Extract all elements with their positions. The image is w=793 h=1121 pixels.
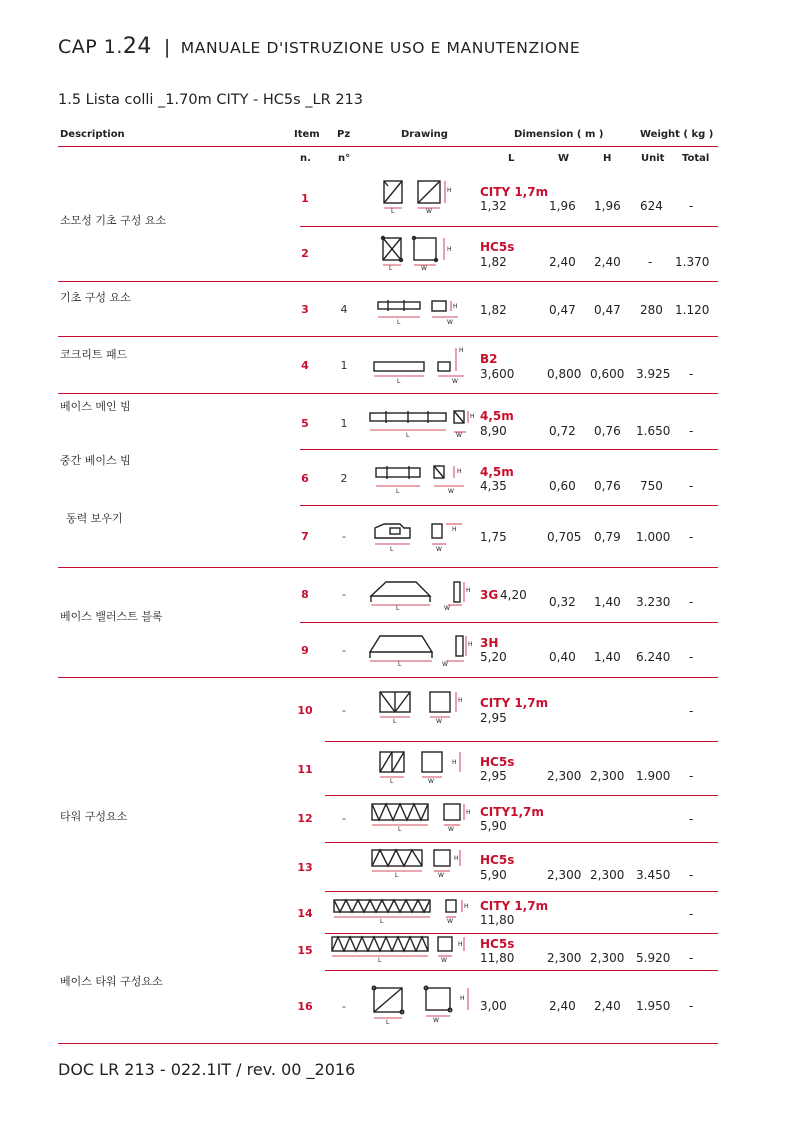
- svg-text:H: H: [470, 413, 475, 420]
- dim-l: 3,600: [480, 367, 515, 381]
- row-rule: [58, 281, 718, 282]
- weight-total: -: [689, 999, 694, 1013]
- row-label: 4,5m: [480, 465, 514, 479]
- dim-h: 2,40: [594, 999, 621, 1013]
- dim-w: 0,40: [549, 650, 576, 664]
- pieces-count: -: [342, 588, 346, 601]
- weight-unit: -: [648, 255, 653, 269]
- dim-h: 1,40: [594, 595, 621, 609]
- sub-pz: n°: [338, 153, 351, 164]
- row-rule: [300, 505, 718, 506]
- svg-text:W: W: [444, 605, 450, 612]
- pieces-count: -: [342, 644, 346, 657]
- dim-l: 1,32: [480, 199, 507, 213]
- svg-text:H: H: [464, 903, 469, 910]
- dim-l: 5,90: [480, 819, 507, 833]
- col-weight: Weight ( kg ): [640, 129, 714, 140]
- svg-text:H: H: [468, 641, 473, 648]
- item-number: 2: [301, 247, 309, 260]
- manual-title: MANUALE D'ISTRUZIONE USO E MANUTENZIONE: [180, 39, 581, 57]
- weight-unit: 280: [640, 303, 663, 317]
- svg-text:L: L: [398, 826, 402, 833]
- sub-w: W: [558, 153, 570, 164]
- svg-text:L: L: [398, 661, 402, 668]
- row-1-drawing: [378, 178, 463, 216]
- item-number: 7: [301, 530, 309, 543]
- svg-text:H: H: [458, 941, 463, 948]
- weight-total: -: [689, 769, 694, 783]
- row-12-drawing: [368, 800, 472, 836]
- row-label: CITY 1,7m: [480, 185, 549, 199]
- dim-h: 2,300: [590, 951, 625, 965]
- sub-l: L: [508, 153, 515, 164]
- row-label: CITY 1,7m: [480, 899, 549, 913]
- svg-text:H: H: [452, 759, 457, 766]
- document-footer: DOC LR 213 - 022.1IT / rev. 00 _2016: [58, 1060, 356, 1079]
- weight-total: -: [689, 868, 694, 882]
- svg-text:H: H: [457, 468, 462, 475]
- svg-text:H: H: [447, 246, 452, 253]
- col-pz: Pz: [337, 129, 351, 140]
- desc-consumable-foundation: 소모성 기초 구성 요소: [60, 214, 167, 227]
- svg-text:H: H: [454, 855, 459, 862]
- desc-ballast-block: 베이스 밸러스트 블록: [60, 610, 163, 623]
- row-rule: [58, 567, 718, 568]
- svg-text:H: H: [460, 995, 465, 1002]
- desc-base-main-beam: 베이스 메인 빔: [60, 400, 131, 413]
- svg-text:W: W: [436, 546, 442, 553]
- item-number: 16: [297, 1000, 313, 1013]
- weight-unit: 3.925: [636, 367, 671, 381]
- dim-l: 1,82: [480, 303, 507, 317]
- dim-h: 0,600: [590, 367, 625, 381]
- header-rule: [58, 146, 718, 147]
- dim-h: 0,76: [594, 424, 621, 438]
- chapter-heading: [58, 34, 580, 59]
- weight-unit: 3.230: [636, 595, 671, 609]
- desc-mid-base-beam: 중간 베이스 빔: [60, 454, 131, 467]
- desc-power-reinforcement: 동력 보우기: [66, 512, 123, 525]
- svg-text:W: W: [433, 1017, 439, 1024]
- svg-text:L: L: [391, 208, 395, 215]
- dim-w: 0,800: [547, 367, 582, 381]
- dim-w: 2,300: [547, 769, 582, 783]
- chapter-number: 24: [122, 34, 152, 59]
- dim-w: 2,300: [547, 868, 582, 882]
- chapter-prefix: CAP 1.: [58, 36, 123, 58]
- dim-l: 3,00: [480, 999, 507, 1013]
- dim-h: 0,76: [594, 479, 621, 493]
- row-9-drawing: [366, 630, 478, 670]
- svg-text:L: L: [395, 872, 399, 879]
- row-label: CITY1,7m: [480, 805, 544, 819]
- row-label: 3G: [480, 588, 499, 602]
- row-rule: [325, 891, 718, 892]
- desc-base-tower: 베이스 타워 구성요소: [60, 975, 163, 988]
- weight-total: -: [689, 199, 694, 213]
- sub-h: H: [603, 153, 612, 164]
- dim-l: 1,75: [480, 530, 507, 544]
- dim-w: 1,96: [549, 199, 576, 213]
- dim-w: 2,40: [549, 999, 576, 1013]
- dim-l: 11,80: [480, 913, 515, 927]
- svg-text:H: H: [453, 303, 458, 310]
- dim-w: 0,72: [549, 424, 576, 438]
- row-rule: [325, 795, 718, 796]
- dim-h: 1,96: [594, 199, 621, 213]
- svg-text:L: L: [397, 319, 401, 326]
- item-number: 14: [297, 907, 313, 920]
- pieces-count: 2: [340, 472, 348, 485]
- dim-w: 2,300: [547, 951, 582, 965]
- weight-unit: 750: [640, 479, 663, 493]
- dim-h: 1,40: [594, 650, 621, 664]
- heading-separator: |: [163, 36, 171, 58]
- svg-text:H: H: [459, 347, 464, 354]
- row-3-drawing: [374, 296, 464, 330]
- weight-unit: 3.450: [636, 868, 671, 882]
- svg-text:H: H: [452, 526, 457, 533]
- col-item: Item: [294, 129, 320, 140]
- weight-unit: 1.650: [636, 424, 671, 438]
- svg-text:L: L: [393, 718, 397, 725]
- row-6-drawing: [372, 459, 477, 497]
- row-rule: [58, 1043, 718, 1044]
- weight-total: -: [689, 530, 694, 544]
- item-number: 13: [297, 861, 313, 874]
- col-dimension: Dimension ( m ): [514, 129, 604, 140]
- dim-w: 0,705: [547, 530, 582, 544]
- row-rule: [300, 622, 718, 623]
- item-number: 4: [301, 359, 309, 372]
- dim-l: 11,80: [480, 951, 515, 965]
- weight-unit: 5.920: [636, 951, 671, 965]
- svg-text:W: W: [456, 432, 462, 439]
- weight-total: -: [689, 951, 694, 965]
- dim-h: 0,79: [594, 530, 621, 544]
- row-15-drawing: [328, 933, 474, 967]
- row-rule: [300, 449, 718, 450]
- dim-w: 0,60: [549, 479, 576, 493]
- weight-unit: 1.000: [636, 530, 671, 544]
- row-label: B2: [480, 352, 498, 366]
- dim-l: 4,35: [480, 479, 507, 493]
- pieces-count: -: [342, 704, 346, 717]
- svg-text:W: W: [441, 957, 447, 964]
- pieces-count: -: [342, 530, 346, 543]
- weight-total: -: [689, 704, 694, 718]
- weight-total: -: [689, 907, 694, 921]
- dim-h: 0,47: [594, 303, 621, 317]
- weight-unit: 1.900: [636, 769, 671, 783]
- row-rule: [325, 741, 718, 742]
- weight-total: -: [689, 367, 694, 381]
- row-label: 4,5m: [480, 409, 514, 423]
- svg-text:W: W: [448, 826, 454, 833]
- svg-text:W: W: [447, 319, 453, 326]
- dim-l: 1,82: [480, 255, 507, 269]
- dim-l: 5,20: [480, 650, 507, 664]
- row-7-drawing: [370, 516, 470, 554]
- svg-text:L: L: [396, 605, 400, 612]
- dim-l: 5,90: [480, 868, 507, 882]
- row-label: 3H: [480, 636, 499, 650]
- svg-text:W: W: [428, 778, 434, 785]
- svg-text:W: W: [426, 208, 432, 215]
- sub-item: n.: [300, 153, 311, 164]
- desc-foundation: 기초 구성 요소: [60, 291, 131, 304]
- weight-unit: 1.950: [636, 999, 671, 1013]
- row-16-drawing: [368, 984, 478, 1028]
- weight-total: -: [689, 650, 694, 664]
- item-number: 9: [301, 644, 309, 657]
- desc-concrete-pad: 코크리트 패드: [60, 348, 128, 361]
- row-11-drawing: [376, 746, 468, 786]
- row-10-drawing: [376, 688, 468, 728]
- svg-text:L: L: [406, 432, 410, 439]
- svg-text:L: L: [396, 488, 400, 495]
- item-number: 1: [301, 192, 309, 205]
- pieces-count: 4: [340, 303, 348, 316]
- weight-total: 1.370: [675, 255, 710, 269]
- row-rule: [300, 226, 718, 227]
- pieces-count: 1: [340, 417, 348, 430]
- svg-text:L: L: [378, 957, 382, 964]
- item-number: 8: [301, 588, 309, 601]
- svg-text:W: W: [447, 918, 453, 925]
- svg-text:W: W: [452, 378, 458, 385]
- weight-total: -: [689, 479, 694, 493]
- col-description: Description: [60, 129, 125, 140]
- item-number: 10: [297, 704, 313, 717]
- row-4-drawing: [370, 344, 475, 386]
- weight-unit: 624: [640, 199, 663, 213]
- svg-text:H: H: [447, 187, 452, 194]
- row-label: HC5s: [480, 937, 515, 951]
- dim-l: 2,95: [480, 769, 507, 783]
- svg-text:L: L: [389, 265, 393, 272]
- weight-total: -: [689, 424, 694, 438]
- row-rule: [325, 970, 718, 971]
- svg-text:W: W: [421, 265, 427, 272]
- svg-text:L: L: [397, 378, 401, 385]
- svg-text:W: W: [448, 488, 454, 495]
- svg-text:L: L: [386, 1019, 390, 1026]
- weight-total: -: [689, 812, 694, 826]
- desc-tower: 타워 구성요소: [60, 810, 128, 823]
- col-drawing: Drawing: [401, 129, 448, 140]
- row-label: HC5s: [480, 853, 515, 867]
- row-8-drawing: [366, 576, 476, 616]
- dim-l: 4,20: [500, 588, 527, 602]
- weight-total: 1.120: [675, 303, 710, 317]
- sub-unit: Unit: [641, 153, 665, 164]
- section-subtitle: 1.5 Lista colli _1.70m CITY - HC5s _LR 213: [58, 92, 363, 108]
- weight-total: -: [689, 595, 694, 609]
- svg-text:L: L: [380, 918, 384, 925]
- dim-h: 2,40: [594, 255, 621, 269]
- dim-w: 2,40: [549, 255, 576, 269]
- row-rule: [325, 842, 718, 843]
- svg-text:W: W: [438, 872, 444, 879]
- dim-l: 2,95: [480, 711, 507, 725]
- row-5-drawing: [366, 404, 478, 442]
- row-label: HC5s: [480, 755, 515, 769]
- svg-text:H: H: [466, 587, 471, 594]
- dim-w: 0,32: [549, 595, 576, 609]
- svg-text:W: W: [442, 661, 448, 668]
- item-number: 12: [297, 812, 313, 825]
- pieces-count: -: [342, 812, 346, 825]
- svg-text:H: H: [466, 809, 471, 816]
- item-number: 5: [301, 417, 309, 430]
- row-label: HC5s: [480, 240, 515, 254]
- dim-h: 2,300: [590, 868, 625, 882]
- svg-text:H: H: [458, 697, 463, 704]
- dim-h: 2,300: [590, 769, 625, 783]
- svg-text:W: W: [436, 718, 442, 725]
- item-number: 6: [301, 472, 309, 485]
- row-14-drawing: [330, 894, 472, 928]
- row-label: CITY 1,7m: [480, 696, 549, 710]
- row-rule: [58, 393, 718, 394]
- row-rule: [58, 336, 718, 337]
- pieces-count: -: [342, 1000, 346, 1013]
- dim-l: 8,90: [480, 424, 507, 438]
- row-13-drawing: [368, 846, 468, 884]
- pieces-count: 1: [340, 359, 348, 372]
- item-number: 11: [297, 763, 313, 776]
- sub-total: Total: [682, 153, 710, 164]
- row-rule: [58, 677, 718, 678]
- weight-unit: 6.240: [636, 650, 671, 664]
- item-number: 15: [297, 944, 313, 957]
- row-2-drawing: [378, 234, 463, 272]
- dim-w: 0,47: [549, 303, 576, 317]
- svg-text:L: L: [390, 546, 394, 553]
- svg-text:L: L: [390, 778, 394, 785]
- item-number: 3: [301, 303, 309, 316]
